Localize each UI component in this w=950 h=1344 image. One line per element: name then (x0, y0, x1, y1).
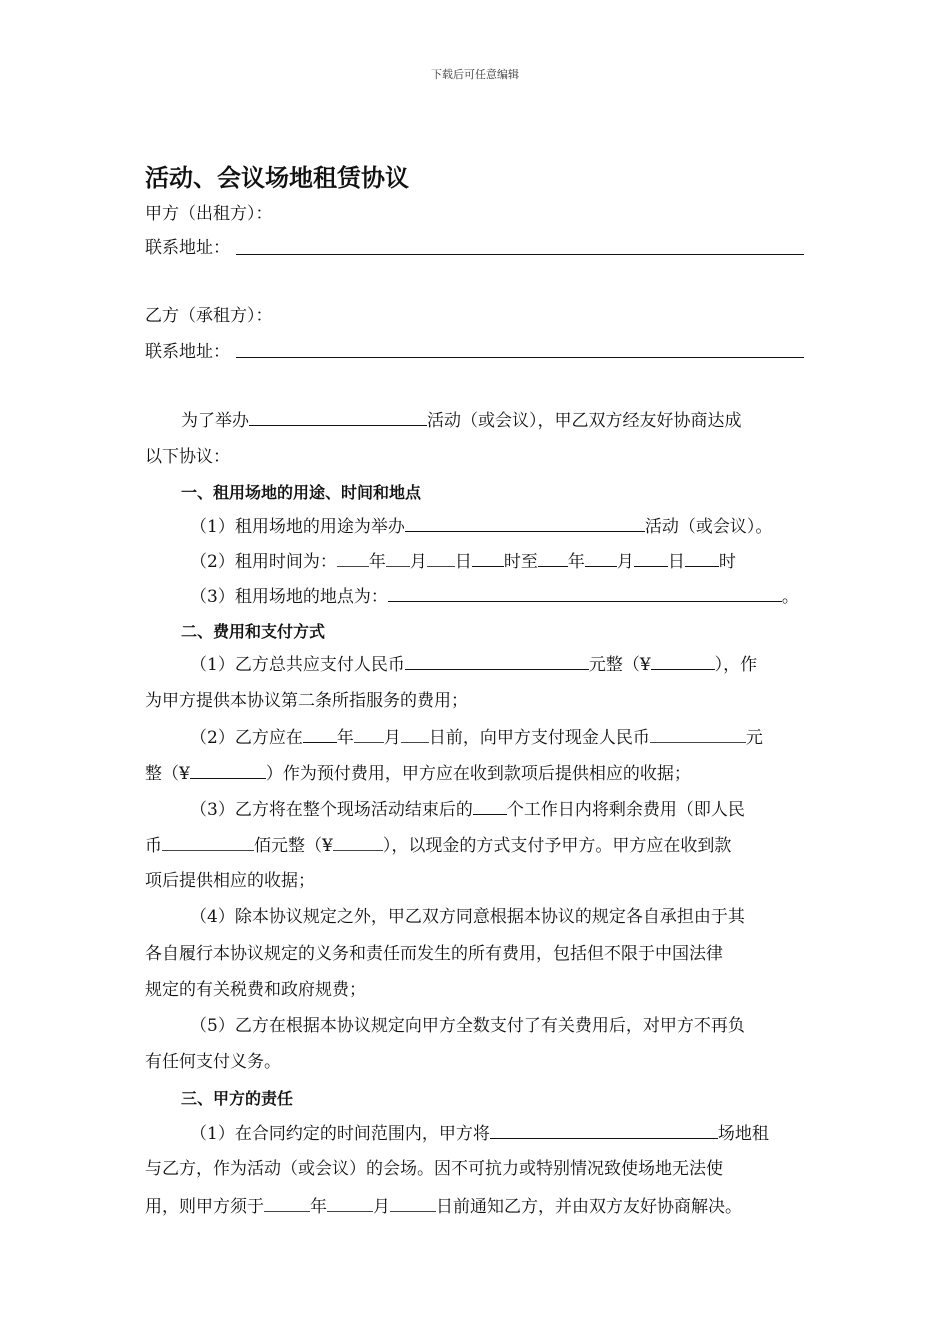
prepay-year-blank[interactable] (303, 725, 337, 743)
start-month-blank[interactable] (386, 549, 410, 567)
year-label-4: 年 (310, 1197, 327, 1217)
sec2-p3-line-3: 项后提供相应的收据； (145, 871, 315, 891)
party-b-address-label: 联系地址： (145, 342, 230, 362)
prepay-amount-blank[interactable] (650, 725, 746, 743)
sec2-p3-text-d: 佰元整（¥ (254, 836, 333, 856)
intro-text-b: 活动（或会议），甲乙双方经友好协商达成 (427, 411, 742, 431)
sec2-p2-text-d: 整（¥ (145, 764, 190, 784)
start-hour-blank[interactable] (472, 549, 504, 567)
intro-line-2: 以下协议： (145, 447, 230, 467)
intro-line-1 (181, 408, 742, 433)
sec2-p3-text-a: （3）乙方将在整个现场活动结束后的 (190, 800, 473, 820)
sec2-p1-line-2: 为甲方提供本协议第二条所指服务的费用； (145, 691, 468, 711)
intro-text-a: 为了举办 (181, 411, 249, 431)
month-label-2: 月 (616, 552, 634, 572)
sec3-p1-text-g: 日前通知乙方，并由双方友好协商解决。 (436, 1197, 742, 1217)
party-a-label: 甲方（出租方）： (145, 204, 273, 224)
end-day-blank[interactable] (634, 549, 668, 567)
hour-to-label: 时至 (503, 552, 538, 572)
sec3-p1-line-2: 与乙方，作为活动（或会议）的会场。因不可抗力或特别情况致使场地无法使 (145, 1159, 723, 1179)
day-label-2: 日 (667, 552, 685, 572)
party-a-address-label: 联系地址： (145, 238, 230, 258)
sec2-p2-line-1 (190, 725, 763, 750)
total-amount-figure-blank[interactable] (651, 652, 715, 670)
sec2-p2-text-b: 日前，向甲方支付现金人民币 (428, 728, 650, 748)
page-header: 下载后可任意编辑 (431, 68, 519, 81)
sec2-p3-line-2 (145, 833, 731, 858)
year-label: 年 (368, 552, 386, 572)
sec1-item-2 (190, 549, 736, 574)
year-label-2: 年 (567, 552, 585, 572)
end-hour-blank[interactable] (685, 549, 719, 567)
sec2-p4-line-3: 规定的有关税费和政府规费； (145, 980, 366, 1000)
day-label: 日 (454, 552, 472, 572)
prepay-month-blank[interactable] (354, 725, 384, 743)
sec3-p1-text-a: （1）在合同约定的时间范围内，甲方将 (190, 1124, 490, 1144)
total-amount-blank[interactable] (405, 652, 589, 670)
year-label-3: 年 (336, 728, 354, 748)
workdays-blank[interactable] (473, 797, 507, 815)
party-b-address-line[interactable] (236, 357, 804, 358)
sec2-p5-line-1: （5）乙方在根据本协议规定向甲方全数支付了有关费用后，对甲方不再负 (190, 1016, 745, 1036)
month-label-4: 月 (373, 1197, 390, 1217)
start-day-blank[interactable] (427, 549, 455, 567)
sec3-p1-text-b: 场地租 (717, 1124, 769, 1144)
section-1-heading: 一、租用场地的用途、时间和地点 (181, 483, 422, 502)
sec2-p4-line-1: （4）除本协议规定之外，甲乙双方同意根据本协议的规定各自承担由于其 (190, 907, 745, 927)
notice-year-blank[interactable] (264, 1194, 310, 1212)
sec1-item-3 (190, 584, 799, 609)
sec1-item-1-text: （1）租用场地的用途为举办 (190, 517, 405, 537)
event-name-blank[interactable] (249, 408, 427, 426)
section-3-heading: 三、甲方的责任 (181, 1089, 294, 1108)
sec2-p5-line-2: 有任何支付义务。 (145, 1052, 281, 1072)
sec2-p3-text-c: 币 (145, 836, 162, 856)
balance-amount-blank[interactable] (162, 833, 254, 851)
section-2-heading: 二、费用和支付方式 (181, 622, 326, 641)
start-year-blank[interactable] (337, 549, 369, 567)
party-a-address-line[interactable] (236, 254, 804, 255)
sec1-item-1-suffix: 活动（或会议）。 (644, 517, 773, 537)
notice-day-blank[interactable] (390, 1194, 436, 1212)
prepay-day-blank[interactable] (401, 725, 429, 743)
month-label-3: 月 (383, 728, 401, 748)
sec3-p1-text-d: 用，则甲方须于 (145, 1197, 264, 1217)
sec1-item-2-text: （2）租用时间为： (190, 552, 337, 572)
end-year-blank[interactable] (538, 549, 568, 567)
sec2-p3-text-b: 个工作日内将剩余费用（即人民 (506, 800, 745, 820)
sec2-p3-text-e: ），以现金的方式支付予甲方。甲方应在收到款 (382, 836, 732, 856)
month-label: 月 (409, 552, 427, 572)
sec2-p2-text-c: 元 (745, 728, 763, 748)
sec2-p2-line-2 (145, 761, 691, 786)
sec2-p1-text-a: （1）乙方总共应支付人民币 (190, 655, 405, 675)
sec1-item-1 (190, 514, 772, 539)
sec2-p1-text-b: 元整（¥ (588, 655, 651, 675)
sec2-p1-line-1 (190, 652, 757, 677)
venue-purpose-blank[interactable] (405, 514, 645, 532)
sec1-item-3-text: （3）租用场地的地点为： (190, 587, 388, 607)
notice-month-blank[interactable] (327, 1194, 373, 1212)
sec1-item-3-suffix: 。 (781, 587, 799, 607)
sec2-p2-text-a: （2）乙方应在 (190, 728, 303, 748)
end-month-blank[interactable] (585, 549, 617, 567)
party-b-label: 乙方（承租方）： (145, 306, 273, 326)
sec3-p1-line-1 (190, 1121, 769, 1146)
sec3-p1-line-3 (145, 1194, 742, 1219)
sec2-p2-text-e: ）作为预付费用，甲方应在收到款项后提供相应的收据； (265, 764, 691, 784)
sec2-p3-line-1 (190, 797, 745, 822)
venue-name-blank[interactable] (490, 1121, 718, 1139)
venue-location-blank[interactable] (388, 584, 782, 602)
prepay-figure-blank[interactable] (190, 761, 266, 779)
hour-label: 时 (718, 552, 736, 572)
document-title: 活动、会议场地租赁协议 (145, 164, 409, 192)
sec2-p4-line-2: 各自履行本协议规定的义务和责任而发生的所有费用，包括但不限于中国法律 (145, 944, 723, 964)
balance-figure-blank[interactable] (333, 833, 383, 851)
sec2-p1-text-c: ），作 (714, 655, 758, 675)
